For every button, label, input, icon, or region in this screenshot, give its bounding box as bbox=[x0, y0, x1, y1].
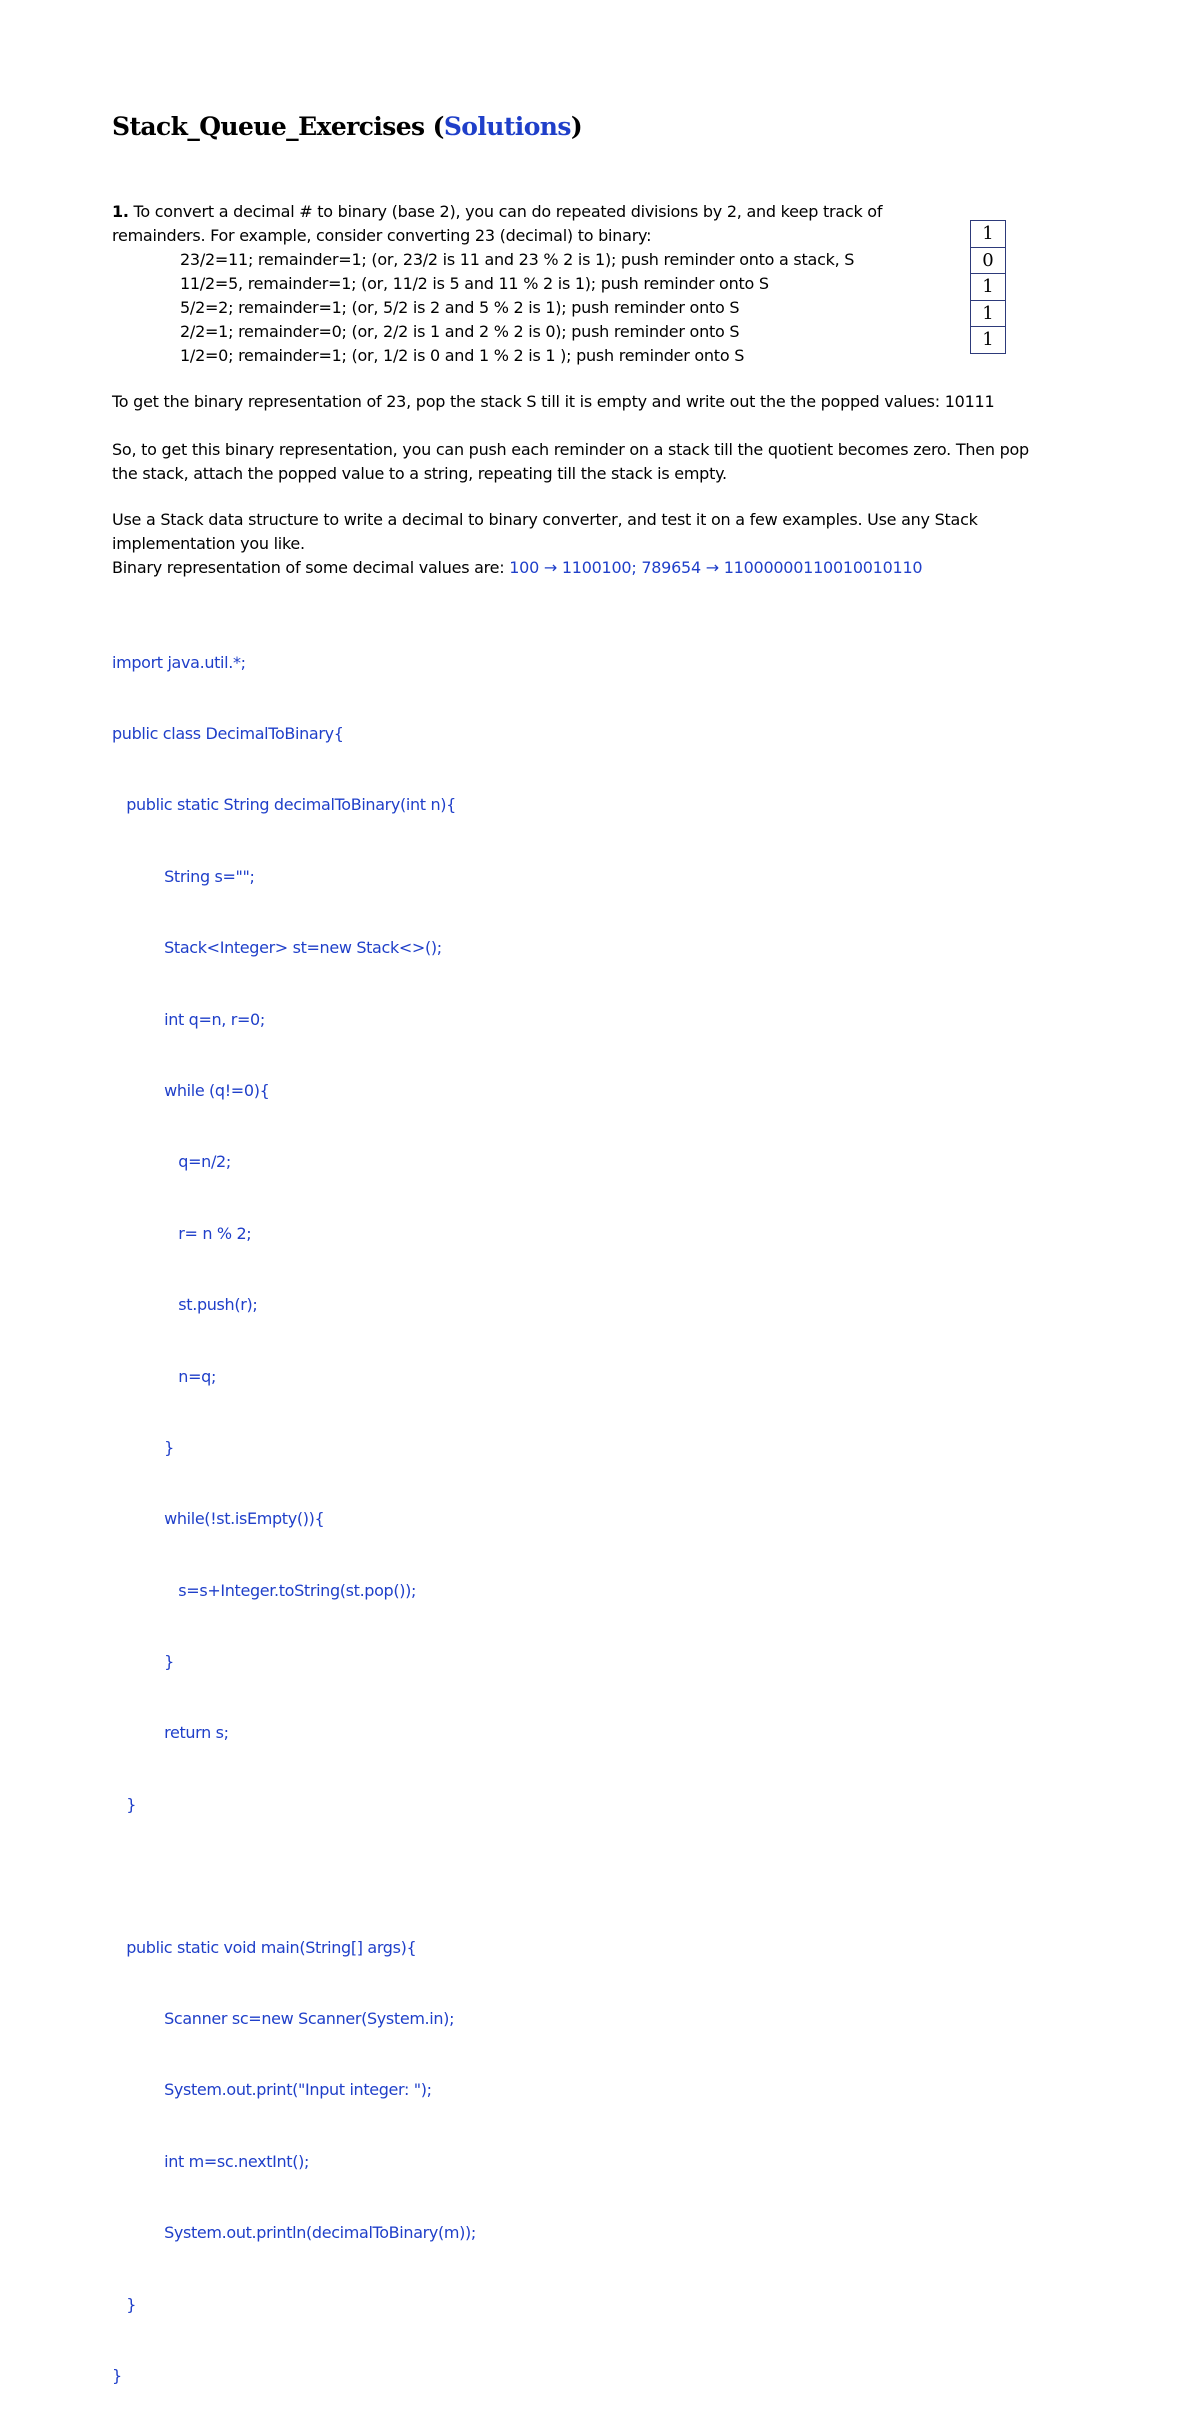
code-line: } bbox=[112, 2294, 137, 2314]
summary-line: So, to get this binary representation, you can push each reminder on a stack till the quotient becomes zero. Then pop bbox=[112, 440, 1029, 459]
stack-cell: 1 bbox=[971, 221, 1005, 248]
code-line: } bbox=[112, 2365, 122, 2385]
intro-line bbox=[112, 200, 882, 224]
code-line: } bbox=[112, 1794, 137, 1814]
code-line: System.out.println(decimalToBinary(m)); bbox=[112, 2223, 476, 2243]
code-line: st.push(r); bbox=[112, 1295, 258, 1315]
code-line: return s; bbox=[112, 1723, 229, 1743]
page-title bbox=[112, 112, 582, 141]
code-line bbox=[112, 1864, 476, 1888]
code-line: while(!st.isEmpty()){ bbox=[112, 1509, 325, 1529]
code-block bbox=[112, 603, 476, 2412]
exercise-number: 1. bbox=[112, 202, 129, 221]
exercise-paragraph bbox=[112, 200, 882, 368]
step-line: 23/2=11; remainder=1; (or, 23/2 is 11 and 23 % 2 is 1); push reminder onto a stack, S bbox=[180, 250, 855, 269]
code-line: } bbox=[112, 1437, 174, 1457]
stack-cell: 1 bbox=[982, 329, 994, 350]
code-line: q=n/2; bbox=[112, 1152, 231, 1172]
step-line: 1/2=0; remainder=1; (or, 1/2 is 0 and 1 % 2 is 1 ); push reminder onto S bbox=[180, 346, 745, 365]
code-line: Scanner sc=new Scanner(System.in); bbox=[112, 2009, 455, 2029]
code-line: s=s+Integer.toString(st.pop()); bbox=[112, 1580, 417, 1600]
task-paragraph bbox=[112, 508, 978, 580]
code-line: String s=""; bbox=[112, 866, 255, 886]
step-line: 5/2=2; remainder=1; (or, 5/2 is 2 and 5 % 2 is 1); push reminder onto S bbox=[180, 298, 740, 317]
intro-text: To convert a decimal # to binary (base 2), you can do repeated divisions by 2, and keep track of bbox=[128, 202, 883, 221]
title-main: Stack_Queue_Exercises ( bbox=[112, 112, 444, 141]
code-line: Stack<Integer> st=new Stack<>(); bbox=[112, 938, 442, 958]
stack-diagram bbox=[970, 220, 1006, 354]
intro-line: remainders. For example, consider converting 23 (decimal) to binary: bbox=[112, 226, 652, 245]
code-line: import java.util.*; bbox=[112, 652, 246, 672]
code-line: System.out.print("Input integer: "); bbox=[112, 2080, 432, 2100]
stack-cell: 0 bbox=[971, 248, 1005, 275]
examples-label: Binary representation of some decimal values are: bbox=[112, 558, 510, 577]
step-line: 2/2=1; remainder=0; (or, 2/2 is 1 and 2 % 2 is 0); push reminder onto S bbox=[180, 322, 740, 341]
stack-cell: 1 bbox=[971, 274, 1005, 301]
code-line: public static String decimalToBinary(int n){ bbox=[112, 795, 456, 815]
examples-value: 100 → 1100100; 789654 → 11000000110010010110 bbox=[509, 558, 923, 577]
code-line: int q=n, r=0; bbox=[112, 1009, 265, 1029]
pop-paragraph: To get the binary representation of 23, pop the stack S till it is empty and write out the the popped values: 10111 bbox=[112, 392, 995, 411]
code-line: public class DecimalToBinary{ bbox=[112, 723, 344, 743]
code-line: r= n % 2; bbox=[112, 1223, 252, 1243]
task-line: Use a Stack data structure to write a decimal to binary converter, and test it on a few examples. Use any Stack bbox=[112, 510, 978, 529]
examples-line bbox=[112, 556, 978, 580]
step-line: 11/2=5, remainder=1; (or, 11/2 is 5 and 11 % 2 is 1); push reminder onto S bbox=[180, 274, 769, 293]
code-line: while (q!=0){ bbox=[112, 1080, 270, 1100]
code-line: } bbox=[112, 1652, 174, 1672]
stack-cell: 1 bbox=[971, 301, 1005, 328]
code-line: n=q; bbox=[112, 1366, 216, 1386]
title-close: ) bbox=[570, 112, 583, 141]
code-line: public static void main(String[] args){ bbox=[112, 1937, 417, 1957]
task-line: implementation you like. bbox=[112, 534, 305, 553]
code-line: int m=sc.nextInt(); bbox=[112, 2151, 310, 2171]
summary-paragraph bbox=[112, 438, 1029, 486]
title-accent: Solutions bbox=[443, 112, 571, 141]
summary-line: the stack, attach the popped value to a string, repeating till the stack is empty. bbox=[112, 464, 727, 483]
